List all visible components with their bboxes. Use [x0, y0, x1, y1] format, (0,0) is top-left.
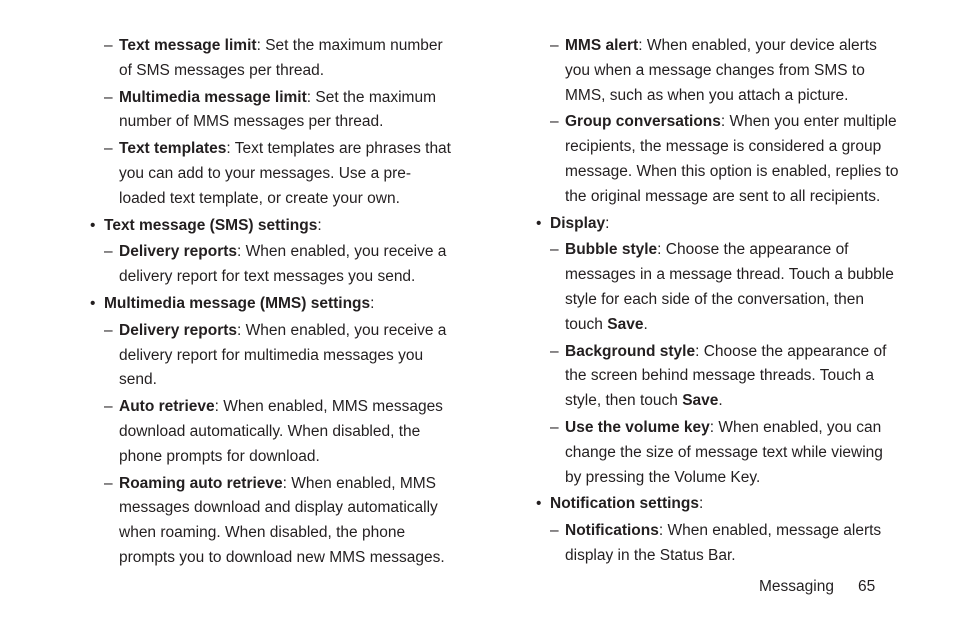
dash-marker: – — [104, 88, 113, 106]
dash-marker: – — [104, 140, 113, 158]
setting-description: Text templates are phrases that you can add to your messages. Use a pre-loaded text template, or create your own. — [119, 140, 451, 207]
bullet-marker: • — [536, 495, 542, 513]
setting-item — [536, 34, 900, 108]
setting-item — [536, 340, 900, 414]
dash-marker: – — [550, 37, 559, 54]
sentence-end: . — [718, 392, 723, 410]
term-separator: : — [657, 241, 666, 259]
term-separator: : — [317, 216, 322, 234]
bullet-heading — [536, 492, 900, 517]
dash-marker: – — [104, 37, 113, 54]
setting-term: Delivery reports — [119, 243, 238, 261]
setting-description: Set the maximum number of SMS messages per thread. — [119, 37, 443, 79]
setting-term: Notification settings — [550, 495, 699, 513]
bullet-heading — [536, 212, 900, 237]
dash-marker: – — [104, 321, 113, 339]
setting-description: When enabled, you receive a delivery report for multimedia messages you send. — [119, 321, 447, 389]
term-separator: : — [370, 294, 375, 312]
left-column — [90, 34, 454, 573]
setting-description: Choose the appearance of the screen behind message threads. Touch a style, then touch — [565, 342, 887, 410]
setting-item — [536, 519, 900, 569]
term-separator: : — [709, 418, 719, 436]
setting-description: When enabled, MMS messages download automatically. When disabled, the phone prompts for download. — [119, 398, 443, 465]
setting-term: Multimedia message limit — [119, 88, 307, 106]
term-separator: : — [638, 37, 647, 54]
dash-marker: – — [104, 474, 113, 492]
bullet-heading — [90, 214, 454, 239]
bold-action: Save — [682, 392, 719, 410]
term-separator: : — [256, 37, 266, 54]
term-separator: : — [658, 522, 668, 540]
setting-term: Delivery reports — [119, 321, 238, 339]
term-separator: : — [237, 321, 246, 339]
setting-description: When enabled, you can change the size of message text while viewing by pressing the Volume Key. — [565, 418, 883, 486]
setting-item — [536, 238, 900, 337]
setting-item — [90, 240, 454, 290]
setting-description: When enabled, your device alerts you when a message changes from SMS to MMS, such as when you attach a picture. — [565, 37, 877, 104]
bullet-marker: • — [536, 214, 542, 232]
term-separator: : — [605, 214, 610, 232]
setting-term: Display — [550, 214, 606, 232]
term-separator: : — [226, 140, 235, 158]
bold-action: Save — [607, 315, 644, 333]
setting-description: When enabled, you receive a delivery report for text messages you send. — [119, 243, 447, 286]
setting-item — [90, 319, 454, 393]
setting-description: Set the maximum number of MMS messages per thread. — [119, 88, 437, 131]
dash-marker: – — [550, 522, 559, 540]
setting-term: Auto retrieve — [119, 398, 215, 416]
setting-term: Background style — [565, 342, 696, 360]
dash-marker: – — [550, 241, 559, 259]
setting-description: Choose the appearance of messages in a message thread. Touch a bubble style for each side of the conversation, then touch — [565, 241, 894, 333]
setting-item — [90, 137, 454, 211]
term-separator: : — [695, 342, 704, 360]
setting-item — [90, 472, 454, 571]
dash-marker: – — [104, 243, 113, 261]
setting-term: Text message (SMS) settings — [104, 216, 318, 234]
dash-marker: – — [550, 113, 559, 131]
footer-section-name: Messaging — [759, 578, 834, 595]
term-separator: : — [282, 474, 292, 492]
setting-term: Roaming auto retrieve — [119, 474, 283, 492]
setting-item — [90, 34, 454, 84]
setting-term: Group conversations — [565, 113, 721, 131]
bullet-marker: • — [90, 216, 96, 234]
footer-page-number: 65 — [858, 578, 876, 595]
setting-description: When enabled, MMS messages download and display automatically when roaming. When disabled, the phone prompts you to download new MMS messages. — [119, 474, 445, 566]
term-separator: : — [214, 398, 224, 416]
setting-term: Use the volume key — [565, 418, 710, 436]
bullet-marker: • — [90, 294, 96, 312]
setting-term: Notifications — [565, 522, 659, 540]
bullet-heading — [90, 292, 454, 317]
setting-description: When you enter multiple recipients, the message is considered a group message. When this option is enabled, replies to the original message are sent to all recipients. — [565, 113, 899, 205]
setting-item — [90, 86, 454, 136]
dash-marker: – — [550, 342, 559, 360]
sentence-end: . — [643, 315, 648, 333]
term-separator: : — [237, 243, 246, 261]
term-separator: : — [698, 495, 704, 513]
setting-term: Text message limit — [119, 37, 257, 54]
term-separator: : — [306, 88, 316, 106]
setting-description: When enabled, message alerts display in the Status Bar. — [565, 522, 882, 564]
setting-item — [536, 416, 900, 490]
dash-marker: – — [104, 398, 113, 416]
setting-term: Bubble style — [565, 241, 658, 259]
term-separator: : — [720, 113, 730, 131]
setting-term: MMS alert — [565, 37, 639, 54]
setting-term: Multimedia message (MMS) settings — [104, 294, 371, 312]
setting-term: Text templates — [119, 140, 227, 158]
setting-item — [536, 110, 900, 209]
right-column — [536, 34, 900, 571]
setting-item — [90, 395, 454, 469]
dash-marker: – — [550, 418, 559, 436]
